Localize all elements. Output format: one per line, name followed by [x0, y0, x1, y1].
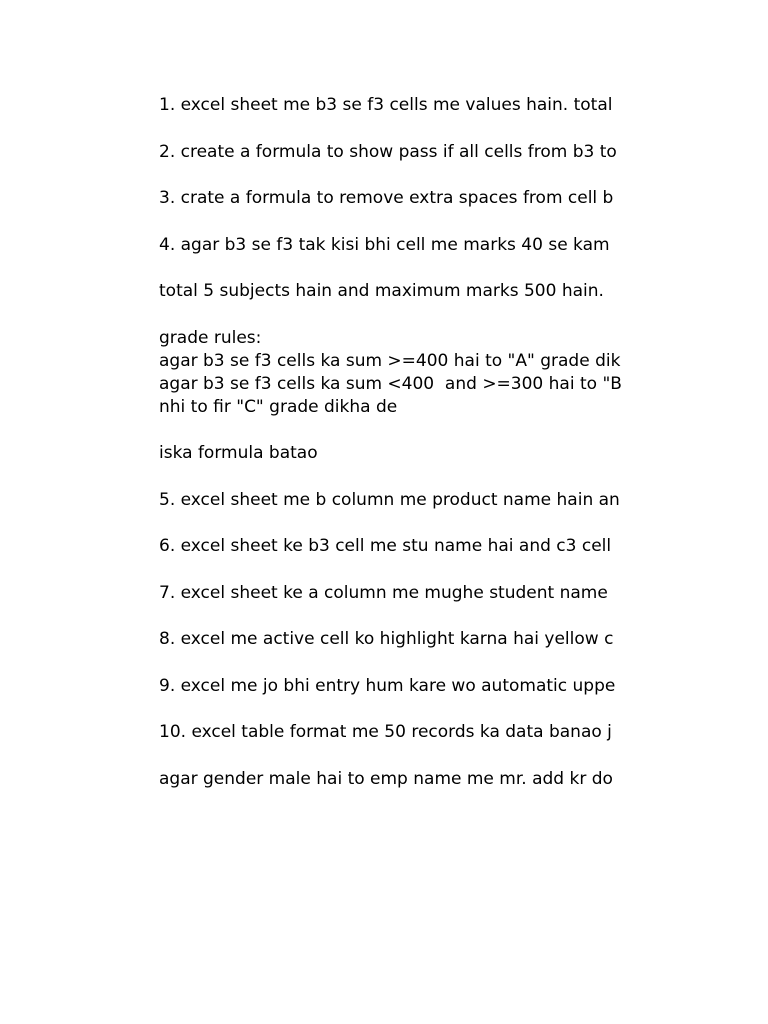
line-item-9: 9. excel me jo bhi entry hum kare wo automatic uppe	[159, 675, 616, 696]
line-item-1: 1. excel sheet me b3 se f3 cells me values hain. total	[159, 95, 613, 115]
line-item-8: 8. excel me active cell ko highlight karna hai yellow c	[159, 629, 614, 649]
line-item-10: 10. excel table format me 50 records ka data banao j	[159, 722, 612, 742]
line-item-4: 4. agar b3 se f3 tak kisi bhi cell me marks 40 se kam	[159, 234, 610, 255]
document-text	[159, 94, 629, 791]
subjects-note: total 5 subjects hain and maximum marks 500 hain.	[159, 281, 604, 301]
grade-rules-heading: grade rules:	[159, 327, 262, 348]
line-item-7: 7. excel sheet ke a column me mughe student name	[159, 582, 608, 603]
gender-rule: agar gender male hai to emp name me mr. add kr do	[159, 768, 613, 789]
formula-request: iska formula batao	[159, 443, 318, 463]
line-item-3: 3. crate a formula to remove extra spaces from cell b	[159, 188, 614, 208]
line-item-2: 2. create a formula to show pass if all cells from b3 to	[159, 141, 617, 162]
line-item-5: 5. excel sheet me b column me product name hain an	[159, 489, 620, 510]
grade-rule-b: agar b3 se f3 cells ka sum <400 and >=300 hai to "B	[159, 373, 622, 394]
grade-rule-a: agar b3 se f3 cells ka sum >=400 hai to "A" grade dik	[159, 350, 621, 371]
line-item-6: 6. excel sheet ke b3 cell me stu name hai and c3 cell	[159, 536, 612, 556]
grade-rule-c: nhi to fir "C" grade dikha de	[159, 396, 398, 417]
